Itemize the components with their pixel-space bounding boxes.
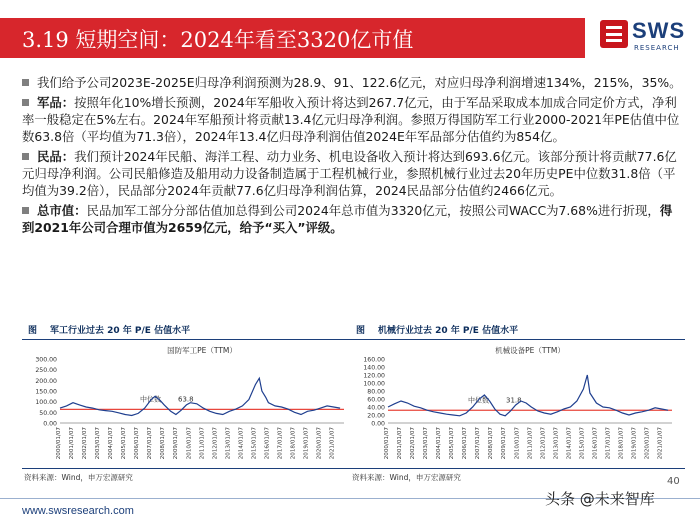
chart-machinery-pe: [350, 321, 685, 484]
y-tick-label: 40.00: [367, 404, 385, 412]
series-label: 国防军工PE（TTM）: [167, 346, 237, 355]
y-tick-label: 150.00: [35, 388, 57, 396]
paragraph-military: [22, 94, 682, 146]
series-label: 机械设备PE（TTM）: [495, 346, 565, 355]
square-bullet-icon: [22, 207, 29, 214]
chart-top-rule: [350, 339, 685, 340]
footer-url[interactable]: www.swsresearch.com: [22, 505, 134, 517]
paragraph-text: 我们预计2024年民船、海洋工程、动力业务、机电设备收入预计将达到693.6亿元。该部分预计将贡献77.6亿元归母净利润。公司民船修造及船用动力设备制造属于工程机械行业，参照机械行业过去20年历史PE中位数31.8倍（平均值为39.2倍），民品部分2024年贡献77.6亿归母净利润估算，2024民品部分估值约2466亿元。: [22, 148, 677, 199]
paragraph-text: 民品加军工部分分部估值加总得到公司2024年总市值为3320亿元，按照公司WACC为7.68%进行折现，: [86, 202, 660, 218]
paragraph-civil: [22, 148, 682, 200]
chart-title-bar: [22, 323, 357, 337]
x-tick-label: 2013/01/07: [225, 427, 232, 460]
x-tick-label: 2018/01/07: [618, 427, 625, 460]
chart-title: 军工行业过去 20 年 P/E 估值水平: [50, 326, 191, 336]
x-tick-label: 2013/01/07: [553, 427, 560, 460]
paragraph-total: [22, 202, 682, 236]
y-tick-label: 20.00: [367, 412, 385, 420]
body-text: [22, 74, 682, 239]
y-tick-label: 0.00: [371, 420, 385, 428]
paragraph-lead: 总市值：: [37, 202, 87, 218]
chart-plot: [22, 341, 357, 468]
page-number: 40: [667, 476, 680, 487]
square-bullet-icon: [22, 153, 29, 160]
x-tick-label: 2000/01/07: [56, 427, 62, 460]
x-tick-label: 2001/01/07: [397, 427, 404, 460]
sws-logo: [600, 14, 685, 60]
x-tick-label: 2020/01/07: [316, 427, 323, 460]
x-tick-label: 2008/01/07: [160, 427, 167, 460]
paragraph-text: 按照年化10%增长预测，2024年军船收入预计将达到267.7亿元，由于军品采取成本加成合同定价方式，净利率一般稳定在5%左右。2024年军船预计将贡献13.4亿元归母净利润。参照万得国防军工行业2000-2021年PE估值中位数63.8倍（平均值为71.3倍），2024年13.4亿归母净利润估值2024E年军品部分估值约为854亿。: [22, 94, 680, 145]
y-tick-label: 80.00: [367, 388, 385, 396]
x-tick-label: 2020/01/07: [644, 427, 651, 460]
y-tick-label: 250.00: [35, 367, 57, 375]
square-bullet-icon: [22, 79, 29, 86]
x-tick-label: 2007/01/07: [147, 427, 154, 460]
x-tick-label: 2005/01/07: [449, 427, 456, 460]
x-tick-label: 2014/01/07: [566, 427, 573, 460]
x-tick-label: 2012/01/07: [212, 427, 219, 460]
chart-plot: [350, 341, 685, 468]
x-tick-label: 2007/01/07: [475, 427, 482, 460]
x-tick-label: 2010/01/07: [514, 427, 521, 460]
x-tick-label: 2011/01/07: [199, 427, 206, 460]
chart-source: 资料来源：Wind，申万宏源研究: [24, 473, 133, 482]
chart-bottom-rule: [22, 468, 357, 469]
paragraph-lead: 军品：: [37, 94, 75, 110]
x-tick-label: 2005/01/07: [121, 427, 128, 460]
x-tick-label: 2021/01/07: [657, 427, 664, 460]
paragraph-lead: 民品：: [37, 148, 75, 164]
y-tick-label: 100.00: [363, 380, 385, 388]
x-tick-label: 2006/01/07: [462, 427, 469, 460]
x-tick-label: 2017/01/07: [277, 427, 284, 460]
figure-tag: 图: [356, 326, 366, 336]
x-tick-label: 2010/01/07: [186, 427, 193, 460]
x-tick-label: 2001/01/07: [69, 427, 76, 460]
x-tick-label: 2008/01/07: [488, 427, 495, 460]
sws-logo-mark-icon: [600, 20, 628, 48]
y-tick-label: 0.00: [43, 420, 57, 428]
x-tick-label: 2004/01/07: [108, 427, 115, 460]
x-tick-label: 2003/01/07: [95, 427, 102, 460]
paragraph-text: 我们给予公司2023E-2025E归母净利润预测为28.9、91、122.6亿元，对应归母净利润增速134%，215%，35%。: [37, 75, 682, 90]
x-tick-label: 2018/01/07: [290, 427, 297, 460]
x-tick-label: 2016/01/07: [592, 427, 599, 460]
x-tick-label: 2017/01/07: [605, 427, 612, 460]
median-label: 中位数: [140, 395, 161, 404]
y-tick-label: 300.00: [35, 356, 57, 364]
median-label: 中位数: [468, 396, 489, 405]
median-value: 63.8: [178, 395, 194, 404]
logo-sub: RESEARCH: [634, 44, 680, 52]
x-tick-label: 2012/01/07: [540, 427, 547, 460]
x-tick-label: 2003/01/07: [423, 427, 430, 460]
x-tick-label: 2009/01/07: [501, 427, 508, 460]
chart-military-pe: [22, 321, 357, 484]
square-bullet-icon: [22, 99, 29, 106]
x-tick-label: 2011/01/07: [527, 427, 534, 460]
x-tick-label: 2009/01/07: [173, 427, 180, 460]
y-tick-label: 60.00: [367, 396, 385, 404]
y-tick-label: 200.00: [35, 377, 57, 385]
median-value: 31.8: [506, 396, 522, 405]
x-tick-label: 2019/01/07: [303, 427, 310, 460]
x-tick-label: 2016/01/07: [264, 427, 271, 460]
x-tick-label: 2021/01/07: [329, 427, 336, 460]
watermark: 头条 @未来智库: [545, 490, 655, 508]
series-line: [388, 375, 668, 416]
x-tick-label: 2014/01/07: [238, 427, 245, 460]
x-tick-label: 2006/01/07: [134, 427, 141, 460]
y-tick-label: 140.00: [363, 364, 385, 372]
x-tick-label: 2002/01/07: [82, 427, 89, 460]
x-tick-label: 2004/01/07: [436, 427, 443, 460]
y-tick-label: 120.00: [363, 372, 385, 380]
paragraph-forecast: [22, 74, 682, 91]
x-tick-label: 2002/01/07: [410, 427, 417, 460]
figure-tag: 图: [28, 326, 38, 336]
x-tick-label: 2000/01/07: [384, 427, 390, 460]
x-tick-label: 2015/01/07: [579, 427, 586, 460]
paragraph-tail: 得到2021年公司合理市值为2659亿元，给予“买入”评级。: [22, 202, 673, 236]
logo-name: SWS: [632, 18, 686, 43]
x-tick-label: 2019/01/07: [631, 427, 638, 460]
chart-title-bar: [350, 323, 685, 337]
chart-top-rule: [22, 339, 357, 340]
chart-bottom-rule: [350, 468, 685, 469]
y-tick-label: 160.00: [363, 356, 385, 364]
x-tick-label: 2015/01/07: [251, 427, 258, 460]
y-tick-label: 50.00: [39, 409, 57, 417]
title-bar: [0, 18, 585, 58]
y-tick-label: 100.00: [35, 399, 57, 407]
chart-source: 资料来源：Wind，申万宏源研究: [352, 473, 461, 482]
chart-title: 机械行业过去 20 年 P/E 估值水平: [378, 326, 519, 336]
page-title: 3.19 短期空间：2024年看至3320亿市值: [22, 28, 414, 52]
